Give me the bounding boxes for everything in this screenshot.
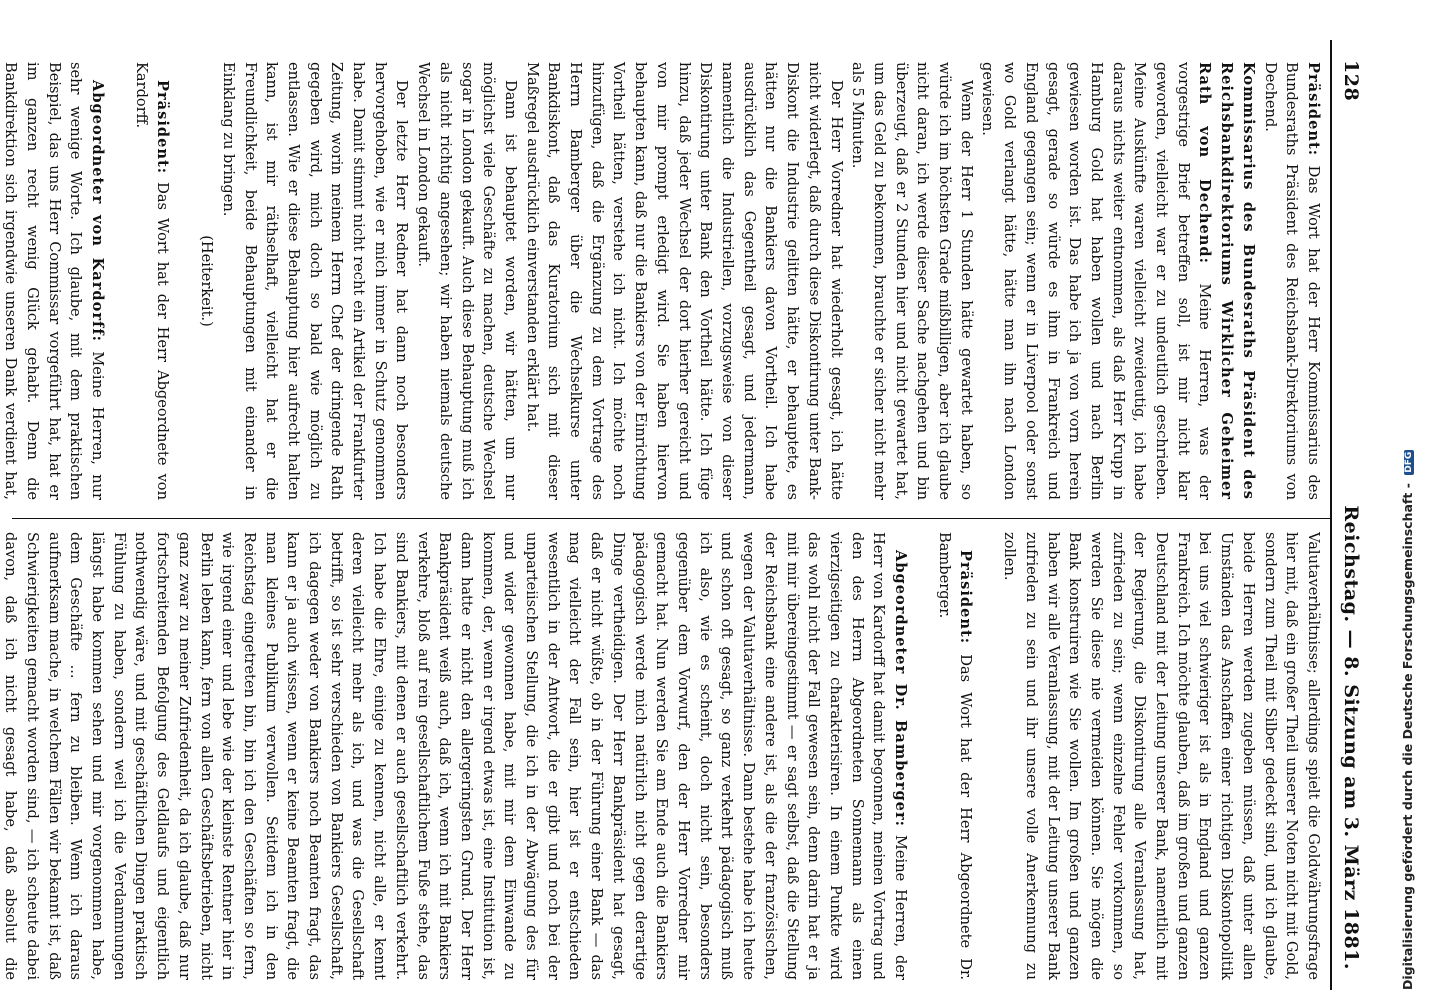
paragraph-text: Der Herr Vorredner hat wiederholt gesagt, ich hätte nicht widerlegt, daß durch diese Diskontirung unter Bank-Diskont die Industrie gelitten hätte, er behauptete, es hätten nur die Bankiers davon Vortheil. Ich habe ausdrücklich das Gegentheil gesagt, und jedermann, namentlich die Industriellen, vorzugsweise von dieser Diskontirung unter Bank den Vortheil hätte. Ich füge hinzu, daß jeder Wechsel der dort hierher gereicht und von mir prompt erledigt wird. Sie haben hiervon behaupten kann, daß nur die Bankiers von der Einrichtung Vortheil hätten, verstehe ich nicht. Ich möchte noch hinzufügen, daß die Ergänzung zu dem Vortrage des Herrn Bamberger über die Wechselkurse unter Bankdiskont, daß das Kuratorium sich mit dieser Maßregel ausdrücklich einverstanden erklärt hat.	[523, 62, 845, 500]
paragraph-gap	[976, 532, 998, 980]
header-rule	[1330, 40, 1332, 990]
paragraph-text: Dann ist behauptet worden, wir hätten, um nur möglichst viele Geschäfte zu machen, deutsche Wechsel sogar in London gekauft. Auch diese Behauptung muß ich als nicht richtig angesehen; wir haben niemals deutsche Wechsel in London gekauft.	[415, 62, 519, 500]
paragraph-text: Wenn der Herr 1 Stunden hätte gewartet haben, so würde ich im höchsten Grade mißbilligen, aber ich glaube nicht daran, ich werde dieser Sache nachgehen und bin überzeugt, daß er 2 Stunden hier und nicht gewartet hat, um das Geld zu bekommen, brauchte er sicher nicht mehr als 5 Minuten.	[849, 62, 975, 500]
paragraph-gap	[911, 532, 933, 980]
paragraph	[847, 62, 977, 500]
digitization-footer	[1400, 0, 1415, 990]
footer-text: Digitalisierung gefördert durch die Deutsche Forschungsgemeinschaft -	[1400, 483, 1415, 990]
paragraph-gap	[173, 62, 195, 500]
speaker-name: Präsident:	[154, 80, 172, 175]
paragraph	[977, 62, 1259, 500]
paragraph	[412, 62, 521, 500]
document-page	[4, 0, 1376, 1000]
speaker-name: Abgeordneter von Kardorff:	[89, 80, 107, 342]
dfg-logo: DFG	[1403, 451, 1414, 473]
paragraph-text: Das Wort hat der Herr Kommissarius des Bundesraths Präsident des Reichsbank-Direktoriums von Dechend.	[1261, 62, 1322, 500]
column-divider	[12, 518, 1332, 519]
paragraph	[0, 532, 911, 980]
paragraph-text: Meine Herren, nur sehr wenige Worte. Ich glaube, mit dem praktischen Beispiel, das uns Herr Commissar vorgeführt hat, hat er im ganzen recht wenig Glück gehabt. Denn die Bankdirektion sich irgendwie unseren Dank verdient hat,	[2, 62, 107, 500]
paragraph-text: Das Wort hat der Herr Abgeordnete von Kardorff.	[132, 62, 172, 500]
paragraph	[1259, 62, 1324, 500]
paragraph	[195, 62, 217, 500]
speaker-name: Präsident:	[1305, 62, 1322, 157]
paragraph	[0, 62, 108, 500]
paragraph	[998, 532, 1324, 980]
paragraph-text: Meine Herren, der Herr von Kardorff hat damit begonnen, meinen Vortrag und den des Herrn Abgeordneten Sonnemann als einen vierzigseitigen zu charakterisiren. In einem Punkte wird das wohl nicht der Fall gewesen sein, denn darin hat er ja mit mir übereingestimmt — er sagt selbst, daß die Stellung der Reichsbank eine andere ist, als die der französischen, wegen der Valutaverhältnisse. Dann bestehe habe ich heute und schon oft gesagt, so ganz verkehrt pädagogisch muß ich also, wie es scheint, doch nicht sein, besonders gegenüber dem Vorwurf, den der Herr Vorredner mir gemacht hat. Nun werden Sie am Ende auch die Bankiers pädagogisch werde mich natürlich nicht gegen derartige Dinge vertheidigen. Der Herr Bankpräsident hat gesagt, daß er nicht wüßte, ob in der Führung einer Bank — das mag vielleicht der Fall sein, hier ist er entschieden wesentlich in der Antwort, die er gibt und noch bei der unparteiischen Stellung, die ich in der Abwägung des für und wider gewonnen habe, mit mir dem Einwande zu kommen, der, wenn er irgend etwas ist, eine Institution ist, dann hatte er nicht den allergeringsten Grund. Der Herr Bankpräsident weiß auch, daß ich, wenn ich mit Bankiers verkehre, bloß auf rein gesellschaftlichem Fuße stehe, das sind Bankiers, mit denen er auch gesellschaftlich verkehrt. Ich habe die Ehre, einige zu kennen, nicht alle, er kennt deren vielleicht mehr als ich, und was die Gesellschaft betrifft, so ist sehr verschieden von Bankiers Gesellschaft, ich dagegen weder von Bankiers noch Beamten fragt, das kann er ja auch wissen, wenn er keine Beamten fragt, die man kleines Publikum verwollen. Seitdem ich in den Reichstag eingetreten bin, bin ich den Geschäften so fern, wie irgend einer und lebe wie der kleinste Rentner hier in Berlin leben kann, fern von allen Geschäftsbetrieben, nicht ganz zwar zu meiner Zufriedenheit, da ich glaube, daß nur fortschreitenden Befolgung des Geldlaufs und eigentlich nothwendig wäre, und mit geschäftlichen Dingen praktisch Fühlung zu haben, sondern weil ich die Verdammungen längst habe kommen sehen und mir vorgenommen habe, dem Geschäfte ... fern zu bleiben. Wenn ich daraus aufmerksam mache, in welchem Fällen wir bekannt ist, daß Schwierigkeiten gemacht worden sind, — ich scheute dabei davon, daß ich nicht gesagt habe, daß absolut die	[2, 532, 910, 980]
left-column	[0, 62, 1324, 500]
speaker-name: Abgeordneter Dr. Bamberger:	[892, 550, 910, 828]
paragraph-text: (Heiterkeit.)	[198, 235, 216, 327]
paragraph	[217, 62, 412, 500]
page-header	[1334, 60, 1364, 970]
paragraph-text: Der letzte Herr Redner hat dann noch besonders hervorgehoben, wie er mich immer in Schutz genommen habe. Damit stimmt nicht recht ein Artikel der Frankfurter Zeitung, worin meinem Herrn Chef der dringende Rath gegeben wird, mich doch so bald wie möglich zu entlassen. Wie er diese Behauptung hier aufrecht halten kann, ist mir räthselhaft, vielleicht hat er die Freundlichkeit, beide Behauptungen mit einander in Einklang zu bringen.	[219, 62, 411, 500]
speaker-name: Kommissarius des Bundesraths Präsident des Reichsbankdirektoriums Wirklicher Geheimer Rath von Dechend:	[1196, 62, 1257, 500]
paragraph-text: Das Wort hat der Herr Abgeordnete Dr. Bamberger.	[935, 532, 975, 980]
paragraph-text: Valutaverhältnisse; allerdings spielt die Goldwährungsfrage hier mit, daß ein großer Theil unserer Noten nicht mit Gold, sondern zum Theil mit Silber gedeckt sind, und ich glaube, beide Herren werden zugeben müssen, daß unter allen Umständen das Anschaffen einer richtigen Diskontopolitik bei uns viel schwieriger ist als in England und ganzen Frankreich. Ich möchte glauben, daß im großen und ganzen Deutschland mit der Leitung unserer Bank, namentlich mit der Regierung, die Diskontirung alle Veranlassung hat, zufrieden zu sein; wenn einzelne Fehler vorkommen, so werden Sie diese nie vermeiden können. Sie mögen die Bank konstruiren wie Sie wollen. Im großen und ganzen haben wir alle Veranlassung, mit der Leitung unserer Bank zufrieden zu sein und ihr unsere volle Anerkennung zu zollen.	[1001, 532, 1322, 980]
paragraph-gap	[108, 62, 130, 500]
speaker-name: Präsident:	[957, 550, 975, 645]
right-column	[0, 532, 1324, 980]
paragraph	[933, 532, 976, 980]
paragraph	[130, 62, 173, 500]
paragraph-text: Meine Herren, was der vorgestrige Brief betreffen soll, ist mir nicht klar geworden, vielleicht war er zu undeutlich geschrieben. Meine Auskünfte waren vielleicht zweideutig, ich habe daraus nichts weiter entnommen, als daß Herr Krupp in Hamburg Gold hat haben wollen und nach Berlin gewiesen worden ist. Das habe ich ja von vorn herein gesagt, gerade so würde es ihm in Frankreich und England gegangen sein; wenn er in Liverpool oder sonst wo Gold verlangt hätte, hätte man ihn nach London gewiesen.	[979, 62, 1214, 500]
paragraph	[521, 62, 847, 500]
page-number: 128	[1340, 60, 1362, 102]
running-title: Reichstag. — 8. Sitzung am 3. März 1881.	[1340, 505, 1362, 970]
